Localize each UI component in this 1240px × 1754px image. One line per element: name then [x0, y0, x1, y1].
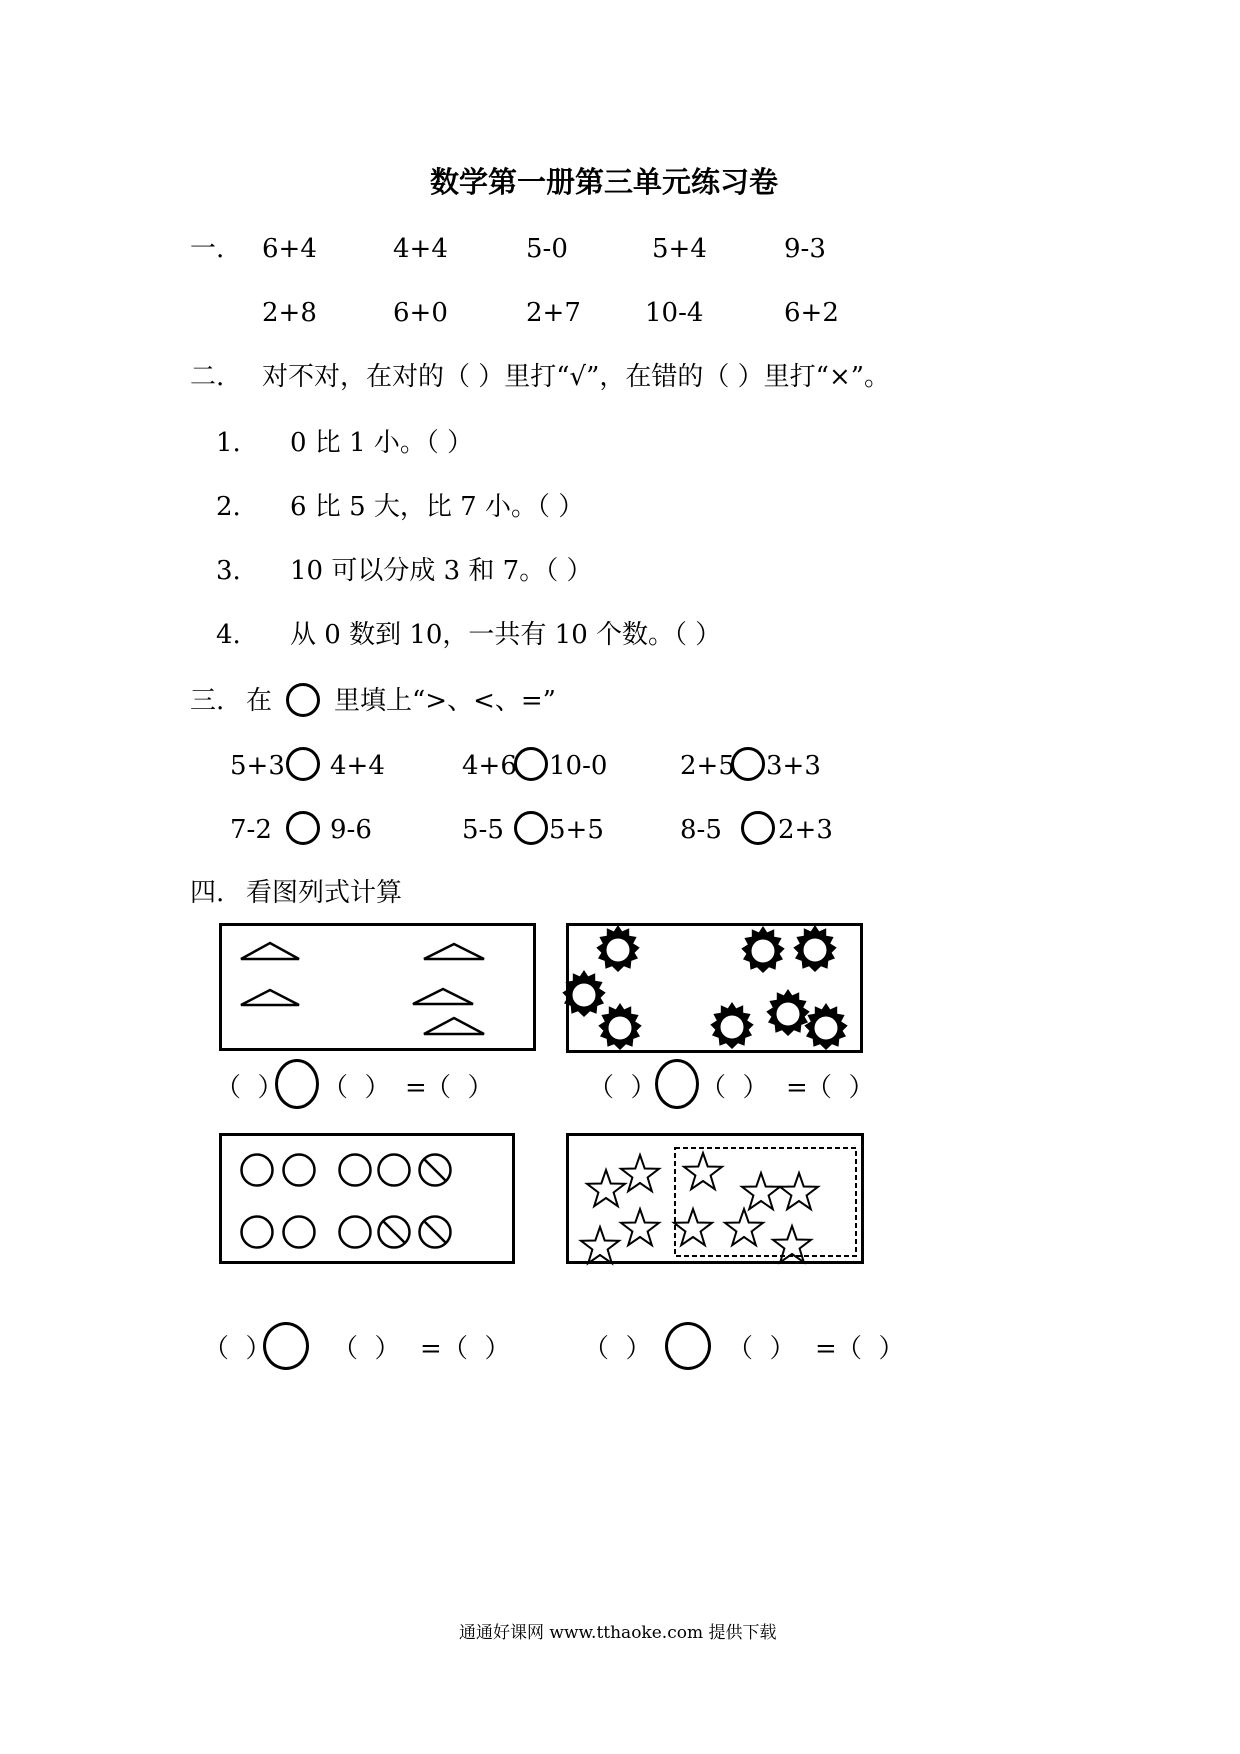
compare-left: 5-5 [462, 815, 504, 845]
sun-icon [766, 989, 809, 1036]
open-paren: （ [836, 1334, 863, 1364]
close-paren: ） [848, 1073, 875, 1103]
answer-paren[interactable] [442, 1336, 511, 1362]
equals-sign: = [786, 1073, 808, 1103]
section-3-suffix: 里填上“>、<、=” [334, 686, 556, 716]
compare-left: 2+5 [680, 751, 735, 781]
star-icon [725, 1209, 763, 1245]
sun-icon [598, 1003, 641, 1050]
close-paren: ） [467, 1073, 494, 1103]
triangle-icon [424, 944, 484, 959]
section-3-prefix: 在 [246, 686, 273, 716]
close-paren: ） [364, 1073, 391, 1103]
section-2-instruction: 对不对，在对的（ ）里打“√”，在错的（ ）里打“×”。 [262, 362, 891, 392]
answer-paren[interactable] [203, 1336, 272, 1362]
compare-circle-icon [286, 683, 320, 717]
open-paren: （ [215, 1073, 242, 1103]
compare-left: 8-5 [680, 815, 722, 845]
crossed-circle-icon [420, 1217, 451, 1248]
equals-sign: = [405, 1073, 427, 1103]
compare-left: 4+6 [462, 751, 517, 781]
expression: 10-4 [645, 298, 704, 328]
sun-icon [596, 925, 639, 972]
operator-circle-icon[interactable] [263, 1322, 309, 1370]
compare-right: 10-0 [549, 751, 608, 781]
star-icon [742, 1173, 780, 1209]
expression: 6+0 [393, 298, 448, 328]
open-paren: （ [583, 1334, 610, 1364]
section-4-title: 看图列式计算 [246, 878, 403, 908]
star-icon [587, 1170, 625, 1206]
star-icon [621, 1155, 659, 1191]
circle-icon [242, 1155, 273, 1186]
close-paren: ） [769, 1334, 796, 1364]
close-paren: ） [484, 1334, 511, 1364]
triangle-icon [424, 1018, 484, 1034]
compare-left: 7-2 [230, 815, 272, 845]
sun-icon [562, 970, 605, 1017]
open-paren: （ [203, 1334, 230, 1364]
open-paren: （ [588, 1073, 615, 1103]
star-icon [780, 1173, 818, 1209]
answer-paren[interactable] [727, 1336, 796, 1362]
answer-paren[interactable] [588, 1075, 657, 1101]
expression: 6+2 [784, 298, 839, 328]
equals-sign: = [815, 1334, 837, 1364]
close-paren: ） [374, 1334, 401, 1364]
answer-paren[interactable] [836, 1336, 905, 1362]
triangle-icon [241, 943, 299, 959]
triangle-icon [413, 989, 473, 1004]
expression: 4+4 [393, 234, 448, 264]
item-statement: 6 比 5 大，比 7 小。（ ） [290, 492, 585, 522]
star-icon [621, 1209, 659, 1245]
answer-paren[interactable] [215, 1075, 284, 1101]
compare-right: 2+3 [778, 815, 833, 845]
open-paren: （ [332, 1334, 359, 1364]
star-icon [684, 1153, 722, 1189]
sun-icon [804, 1003, 847, 1050]
item-statement: 从 0 数到 10，一共有 10 个数。（ ） [290, 620, 722, 650]
open-paren: （ [700, 1073, 727, 1103]
close-paren: ） [878, 1334, 905, 1364]
page-footer: 通通好课网 www.tthaoke.com 提供下载 [459, 1623, 777, 1643]
circle-icon [340, 1217, 371, 1248]
circle-icon [284, 1155, 315, 1186]
circle-icon [340, 1155, 371, 1186]
triangle-icon [241, 990, 299, 1005]
star-icon [581, 1227, 619, 1263]
suns-picture [566, 923, 863, 1053]
answer-paren[interactable] [425, 1075, 494, 1101]
compare-circle-icon[interactable] [514, 747, 548, 781]
item-statement: 10 可以分成 3 和 7。（ ） [290, 556, 593, 586]
item-number: 2. [216, 492, 241, 522]
compare-left: 5+3 [230, 751, 285, 781]
close-paren: ） [257, 1073, 284, 1103]
answer-paren[interactable] [806, 1075, 875, 1101]
expression: 5+4 [652, 234, 707, 264]
expression: 6+4 [262, 234, 317, 264]
operator-circle-icon[interactable] [655, 1059, 699, 1109]
page-title: 数学第一册第三单元练习卷 [430, 165, 779, 199]
sun-icon [741, 926, 784, 973]
compare-right: 9-6 [330, 815, 372, 845]
close-paren: ） [742, 1073, 769, 1103]
answer-paren[interactable] [322, 1075, 391, 1101]
star-icon [674, 1209, 712, 1245]
expression: 9-3 [784, 234, 826, 264]
compare-circle-icon[interactable] [741, 811, 775, 845]
item-number: 4. [216, 620, 241, 650]
open-paren: （ [442, 1334, 469, 1364]
answer-paren[interactable] [583, 1336, 652, 1362]
open-paren: （ [727, 1334, 754, 1364]
crossed-circle-icon [379, 1217, 410, 1248]
expression: 2+8 [262, 298, 317, 328]
expression: 2+7 [526, 298, 581, 328]
circle-icon [379, 1155, 410, 1186]
sun-icon [710, 1002, 753, 1049]
section-3-label: 三. [190, 686, 225, 716]
compare-circle-icon[interactable] [286, 747, 320, 781]
triangles-picture [219, 923, 536, 1051]
operator-circle-icon[interactable] [665, 1322, 711, 1370]
compare-right: 5+5 [549, 815, 604, 845]
item-number: 1. [216, 428, 241, 458]
section-4-label: 四. [190, 878, 225, 908]
answer-paren[interactable] [700, 1075, 769, 1101]
open-paren: （ [806, 1073, 833, 1103]
circles-picture [219, 1133, 515, 1264]
circle-icon [242, 1217, 273, 1248]
close-paren: ） [630, 1073, 657, 1103]
answer-paren[interactable] [332, 1336, 401, 1362]
open-paren: （ [322, 1073, 349, 1103]
stars-picture [566, 1133, 864, 1264]
close-paren: ） [625, 1334, 652, 1364]
close-paren: ） [245, 1334, 272, 1364]
compare-right: 3+3 [766, 751, 821, 781]
section-2-label: 二. [190, 362, 225, 392]
crossed-circle-icon [420, 1155, 451, 1186]
compare-circle-icon[interactable] [514, 811, 548, 845]
section-1-label: 一. [190, 234, 225, 264]
expression: 5-0 [526, 234, 568, 264]
compare-right: 4+4 [330, 751, 385, 781]
operator-circle-icon[interactable] [275, 1059, 319, 1109]
item-statement: 0 比 1 小。（ ） [290, 428, 474, 458]
item-number: 3. [216, 556, 241, 586]
compare-circle-icon[interactable] [286, 811, 320, 845]
circle-icon [284, 1217, 315, 1248]
compare-circle-icon[interactable] [731, 747, 765, 781]
equals-sign: = [420, 1334, 442, 1364]
open-paren: （ [425, 1073, 452, 1103]
sun-icon [793, 925, 836, 972]
